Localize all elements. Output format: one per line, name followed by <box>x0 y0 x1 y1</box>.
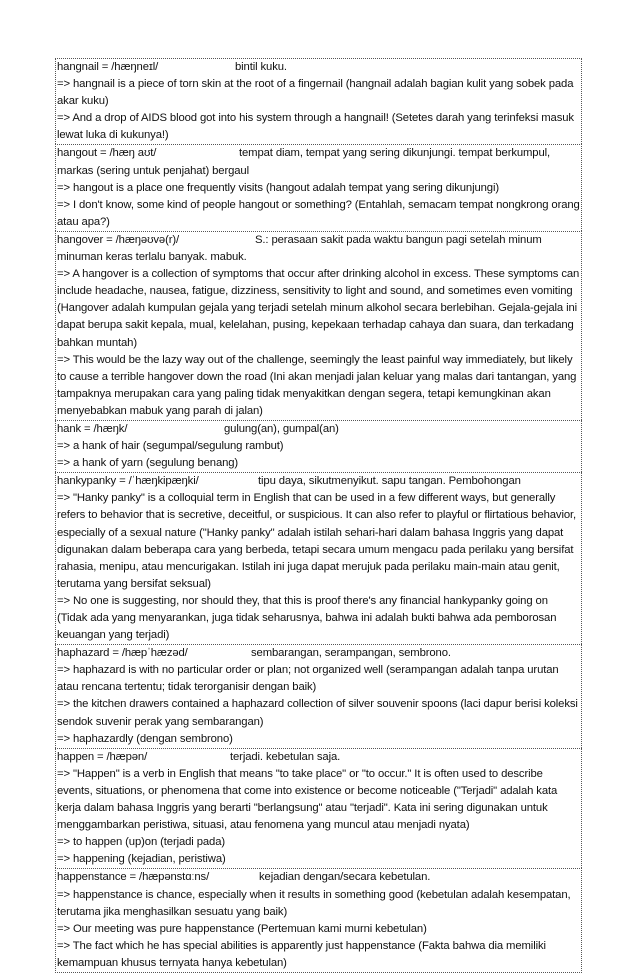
entry-term: hangnail = /hæŋneɪl/ <box>57 61 159 73</box>
example-line: => haphazard is with no particular order or plan; not organized well (serampangan adalah tanpa urutan atau rencana tertentu; tidak terorganisir dengan baik) <box>57 664 559 694</box>
entry-headline <box>57 869 580 886</box>
example-line: => to happen (up)on (terjadi pada) <box>57 836 226 849</box>
entry-meaning: S.: perasaan sakit pada waktu bangun pagi setelah minum minuman keras terlalu banyak. mabuk. <box>57 233 542 264</box>
example-line: => "Happen" is a verb in English that means "to take place" or "to occur." It is often used to describe events, situations, or phenomena that come into existence or become noticeable ("Terjadi" adalah kata kerja dalam bahasa Inggris yang berarti "berlangsung" atau "terjadi". Kata ini sering digunakan untuk menggambarkan peristiwa, situasi, atau fenomena yang muncul atau menjadi nyata) <box>57 767 558 832</box>
entry-meaning: tempat diam, tempat yang sering dikunjungi. tempat berkumpul, markas (sering untuk penjahat) bergaul <box>57 147 551 177</box>
entry-headline <box>57 145 580 179</box>
example-line: => The fact which he has special abilities is apparently just happenstance (Fakta bahwa dia memiliki kemampuan khusus ternyata hanya kebetulan) <box>57 939 546 969</box>
example-line: => happening (kejadian, peristiwa) <box>57 853 226 866</box>
example-line: => This would be the lazy way out of the challenge, seemingly the least painful way immediately, but likely to cause a terrible hangover down the road (Ini akan menjadi jalan keluar yang malas dari tantangan, yang tampaknya merupakan cara yang paling tidak menyakitkan dengan segera, tetapi kemungkinan akan menyebabkan mabuk yang parah di jalan) <box>57 353 577 417</box>
example-line: => A hangover is a collection of symptoms that occur after drinking alcohol in excess. These symptoms can include headache, nausea, fatigue, dizziness, sensitivity to light and sound, and sometimes even vomiting (Hangover adalah kumpulan gejala yang terjadi setelah minum alkohol secara berlebihan. Gejala-gejala ini dapat berupa sakit kepala, mual, kelelahan, pusing, kepekaan terhadap cahaya dan suara, dan terkadang bahkan muntah) <box>57 268 580 349</box>
example-line: => I don't know, some kind of people hangout or something? (Entahlah, semacam tempat nongkrong orang atau apa?) <box>57 198 580 228</box>
dictionary-entry <box>55 420 582 472</box>
entry-headline <box>57 645 580 662</box>
example-line: => "Hanky panky" is a colloquial term in English that can be used in a few different ways, but generally refers to behavior that is secretive, deceitful, or suspicious. It can also refer to playful or flirtatious behavior, especially of a sexual nature ("Hanky panky" adalah istilah sehari-hari dalam bahasa Inggris yang dapat digunakan dalam beberapa cara yang berbeda, tetapi secara umum mengacu pada perilaku yang bersifat rahasia, menipu, atau mencurigakan. Istilah ini juga dapat merujuk pada perilaku main-main atau genit, terutama yang bersifat seksual) <box>57 492 577 590</box>
entry-term: happenstance = /hæpənstɑːns/ <box>57 871 210 884</box>
dictionary-entry <box>55 231 582 420</box>
example-line: => the kitchen drawers contained a haphazard collection of silver souvenir spoons (laci dapur berisi koleksi sendok suvenir perak yang sembarangan) <box>57 698 578 728</box>
example-line: => haphazardly (dengan sembrono) <box>57 732 233 745</box>
entry-meaning: kejadian dengan/secara kebetulan. <box>259 871 431 884</box>
dictionary-entry <box>55 58 582 144</box>
dictionary-entry <box>55 472 582 644</box>
entry-headline <box>57 749 580 766</box>
entry-term: hankypanky = /ˈhæŋkipæŋki/ <box>57 475 199 488</box>
dictionary-entry <box>55 644 582 748</box>
dictionary-entry <box>55 144 582 230</box>
entry-term: happen = /hæpən/ <box>57 750 148 763</box>
example-line: => a hank of yarn (segulung benang) <box>57 457 239 470</box>
dictionary-entry <box>55 868 582 973</box>
example-line: => happenstance is chance, especially when it results in something good (kebetulan adalah kesempatan, terutama jika menghasilkan sesuatu yang baik) <box>57 888 571 918</box>
entry-meaning: tipu daya, sikutmenyikut. sapu tangan. Pembohongan <box>258 475 521 488</box>
entry-term: haphazard = /hæpˈhæzəd/ <box>57 647 188 660</box>
entry-headline <box>57 421 580 438</box>
example-line: => hangout is a place one frequently visits (hangout adalah tempat yang sering dikunjungi) <box>57 181 500 194</box>
entry-term: hangout = /hæŋ aʊt/ <box>57 147 157 160</box>
dictionary-page <box>55 58 582 973</box>
example-line: => And a drop of AIDS blood got into his system through a hangnail! (Setetes darah yang terinfeksi masuk lewat luka di kukunya!) <box>57 112 574 142</box>
entry-meaning: sembarangan, serampangan, sembrono. <box>251 647 451 660</box>
example-line: => Our meeting was pure happenstance (Pertemuan kami murni kebetulan) <box>57 922 427 935</box>
entry-meaning: gulung(an), gumpal(an) <box>224 422 339 435</box>
entry-headline <box>57 473 580 490</box>
entry-meaning: terjadi. kebetulan saja. <box>230 750 341 763</box>
entry-meaning: bintil kuku. <box>235 61 287 73</box>
example-line: => hangnail is a piece of torn skin at the root of a fingernail (hangnail adalah bagian kulit yang sobek pada akar kuku) <box>57 78 574 108</box>
example-line: => No one is suggesting, nor should they, that this is proof there's any financial hankypanky going on (Tidak ada yang menyarankan, juga tidak seharusnya, bahwa ini adalah bukti bahwa ada pemborosan keuangan yang terjadi) <box>57 594 557 642</box>
example-line: => a hank of hair (segumpal/segulung rambut) <box>57 440 284 453</box>
entry-term: hangover = /hæŋəʊvə(r)/ <box>57 233 180 246</box>
dictionary-entry <box>55 748 582 869</box>
entry-headline <box>57 59 580 76</box>
entry-term: hank = /hæŋk/ <box>57 422 128 435</box>
entry-headline <box>57 232 580 266</box>
